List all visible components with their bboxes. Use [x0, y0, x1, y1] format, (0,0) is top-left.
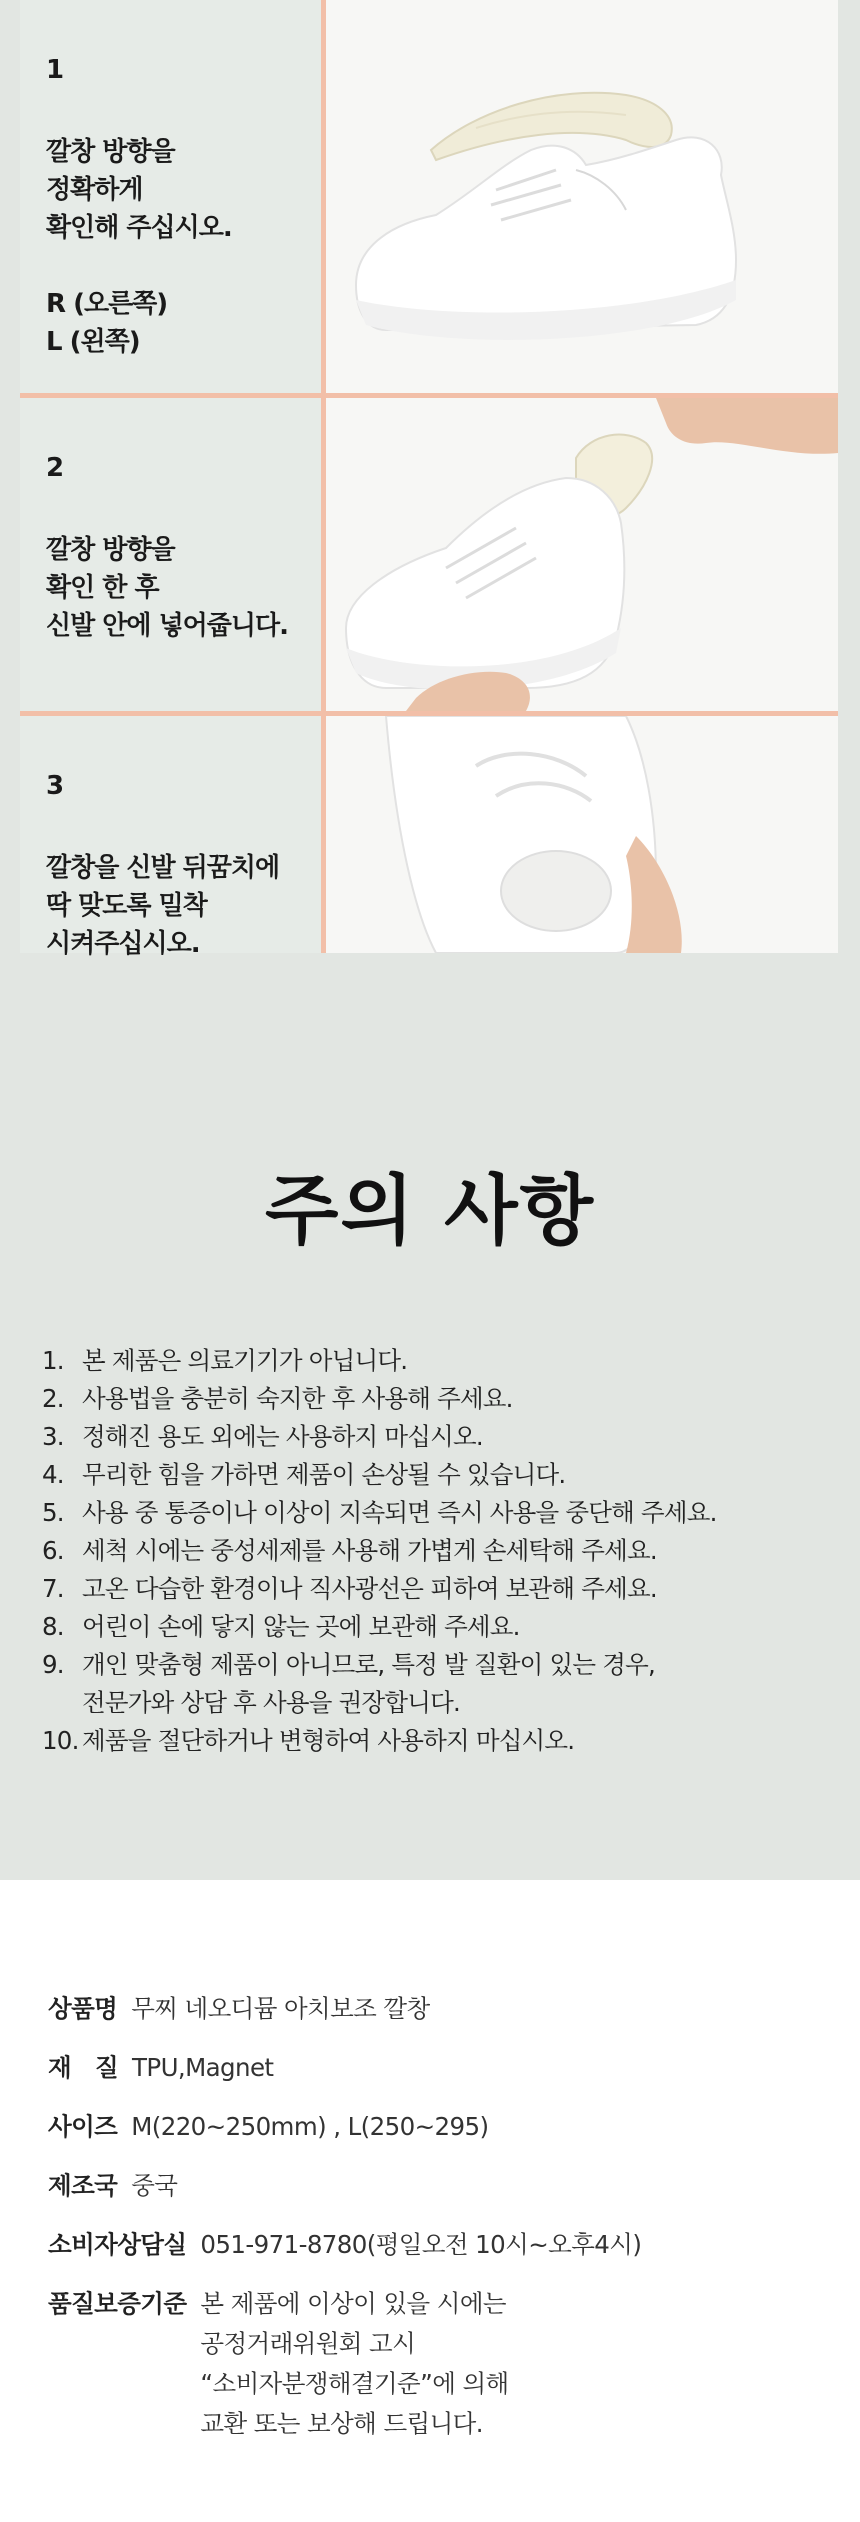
- caution-item-number: 3.: [42, 1422, 64, 1451]
- caution-item-text: 무리한 힘을 가하면 제품이 손상될 수 있습니다.: [82, 1460, 566, 1489]
- step-1-text-panel: [20, 0, 321, 393]
- step-description: 깔창 방향을 확인 한 후 신발 안에 넣어줍니다.: [46, 535, 289, 641]
- info-value: TPU,Magnet: [132, 2053, 274, 2082]
- caution-section: [0, 980, 860, 1880]
- caution-list: [42, 1342, 842, 1760]
- insole-in-heel-photo: [326, 716, 838, 953]
- caution-item-text: 세척 시에는 중성세제를 사용해 가볍게 손세탁해 주세요.: [82, 1536, 657, 1565]
- caution-item-number: 8.: [42, 1612, 64, 1641]
- caution-item-text: 사용 중 통증이나 이상이 지속되면 즉시 사용을 중단해 주세요.: [82, 1498, 717, 1527]
- caution-item-text: 제품을 절단하거나 변형하여 사용하지 마십시오.: [82, 1726, 575, 1755]
- caution-item: [42, 1418, 842, 1456]
- caution-item-text: 본 제품은 의료기기가 아닙니다.: [82, 1346, 408, 1375]
- caution-item-text: 고온 다습한 환경이나 직사광선은 피하여 보관해 주세요.: [82, 1574, 657, 1603]
- step-1: [20, 0, 838, 398]
- caution-item: [42, 1342, 842, 1380]
- caution-item: [42, 1608, 842, 1646]
- info-value: 무찌 네오디뮴 아치보조 깔창: [131, 1994, 430, 2023]
- caution-item-text: 개인 맞춤형 제품이 아니므로, 특정 발 질환이 있는 경우, 전문가와 상담 후 사용을 권장합니다.: [82, 1650, 655, 1717]
- caution-item: [42, 1646, 842, 1722]
- info-row-material: [48, 2045, 641, 2091]
- info-value: 중국: [131, 2171, 178, 2200]
- info-row-customer-center: [48, 2222, 641, 2268]
- caution-item-number: 7.: [42, 1574, 64, 1603]
- step-number: 3: [46, 771, 65, 801]
- caution-item: [42, 1570, 842, 1608]
- caution-item-number: 9.: [42, 1650, 64, 1679]
- caution-item: [42, 1456, 842, 1494]
- info-value: 051-971-8780(평일오전 10시~오후4시): [200, 2230, 642, 2259]
- caution-title: 주의 사항: [264, 1166, 596, 1255]
- caution-item-number: 5.: [42, 1498, 64, 1527]
- info-row-quality-warranty: [48, 2281, 641, 2444]
- step-number: 1: [46, 55, 65, 85]
- hand-inserting-insole-photo: [326, 398, 838, 711]
- step-description: 깔창 방향을 정확하게 확인해 주십시오. R (오른쪽) L (왼쪽): [46, 137, 232, 357]
- caution-item-text: 정해진 용도 외에는 사용하지 마십시오.: [82, 1422, 483, 1451]
- info-label: 사이즈: [48, 2112, 118, 2141]
- caution-item: [42, 1722, 842, 1760]
- step-number: 2: [46, 453, 65, 483]
- caution-item: [42, 1494, 842, 1532]
- info-label: 재 질: [48, 2053, 119, 2082]
- info-row-size: [48, 2104, 641, 2150]
- step-3-text-panel: [20, 716, 321, 959]
- info-label: 품질보증기준: [48, 2289, 187, 2318]
- info-value: 본 제품에 이상이 있을 시에는 공정거래위원회 고시 “소비자분쟁해결기준”에 의해 교환 또는 보상해 드립니다.: [200, 2289, 509, 2438]
- caution-item-text: 사용법을 충분히 숙지한 후 사용해 주세요.: [82, 1384, 513, 1413]
- caution-item-number: 10.: [42, 1726, 79, 1755]
- caution-item-number: 4.: [42, 1460, 64, 1489]
- caution-item: [42, 1532, 842, 1570]
- step-2-text-panel: [20, 398, 321, 711]
- instruction-steps-section: [0, 0, 860, 980]
- step-3: [20, 716, 838, 959]
- product-info-table: [48, 1986, 641, 2457]
- caution-item: [42, 1380, 842, 1418]
- caution-item-number: 2.: [42, 1384, 64, 1413]
- info-row-product-name: [48, 1986, 641, 2032]
- info-label: 제조국: [48, 2171, 118, 2200]
- info-row-origin: [48, 2163, 641, 2209]
- caution-item-number: 6.: [42, 1536, 64, 1565]
- step-2: [20, 398, 838, 716]
- info-label: 상품명: [48, 1994, 118, 2023]
- steps-grid: [20, 0, 838, 959]
- info-value: M(220~250mm) , L(250~295): [131, 2112, 489, 2141]
- info-label: 소비자상담실: [48, 2230, 187, 2259]
- product-info-section: [0, 1880, 860, 2522]
- step-description: 깔창을 신발 뒤꿈치에 딱 맞도록 밀착 시켜주십시오.: [46, 853, 280, 959]
- caution-item-number: 1.: [42, 1346, 64, 1375]
- caution-item-text: 어린이 손에 닿지 않는 곳에 보관해 주세요.: [82, 1612, 520, 1641]
- sneaker-with-insole-photo: [326, 0, 838, 393]
